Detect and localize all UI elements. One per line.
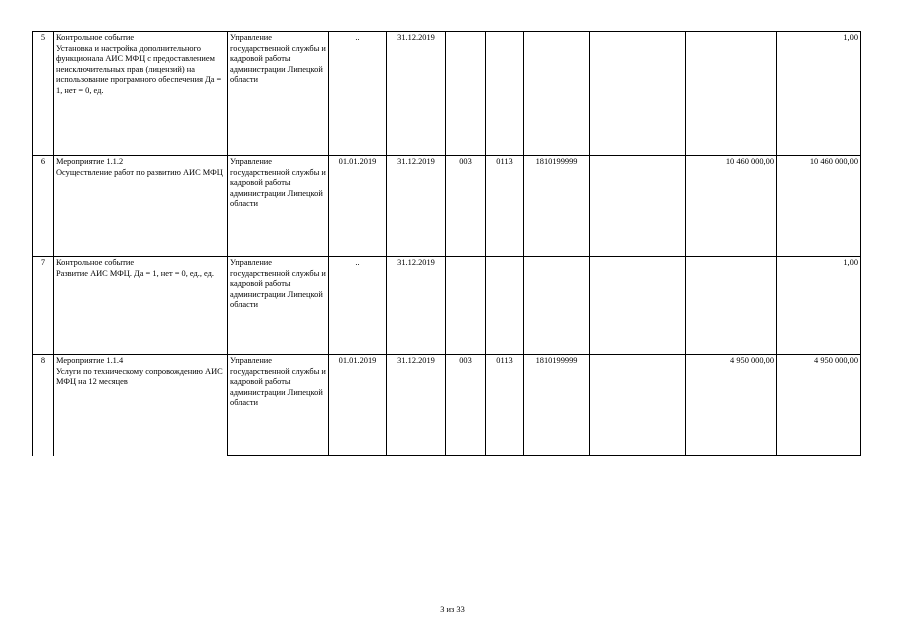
event-name: Мероприятие 1.1.2 Осуществление работ по развитию АИС МФЦ: [54, 156, 228, 257]
table-row: [33, 156, 861, 257]
amount-2: 1,00: [777, 257, 861, 355]
rz-code: 0113: [486, 156, 524, 257]
row-number: 8: [33, 355, 54, 456]
vr-code: [590, 257, 686, 355]
table-row: [33, 257, 861, 355]
amount-1: [686, 257, 777, 355]
table-row: [33, 32, 861, 156]
executor: Управление государственной службы и кадровой работы администрации Липецкой области: [228, 156, 329, 257]
grbs-code: [446, 257, 486, 355]
end-date: 31.12.2019: [387, 257, 446, 355]
end-date: 31.12.2019: [387, 32, 446, 156]
csr-code: [524, 257, 590, 355]
start-date: ..: [329, 257, 387, 355]
start-date: ..: [329, 32, 387, 156]
end-date: 31.12.2019: [387, 355, 446, 456]
page-number: 3 из 33: [440, 605, 465, 614]
vr-code: [590, 156, 686, 257]
row-number: 7: [33, 257, 54, 355]
rz-code: 0113: [486, 355, 524, 456]
table-row: [33, 355, 861, 456]
grbs-code: [446, 32, 486, 156]
executor: Управление государственной службы и кадровой работы администрации Липецкой области: [228, 257, 329, 355]
grbs-code: 003: [446, 156, 486, 257]
amount-2: 1,00: [777, 32, 861, 156]
row-number: 6: [33, 156, 54, 257]
amount-1: 10 460 000,00: [686, 156, 777, 257]
row-number: 5: [33, 32, 54, 156]
event-name: Контрольное событие Установка и настройка дополнительного функционала АИС МФЦ с предоставлением неисключительных прав (лицензий) на использование програмного обеспечения Да = 1, нет = 0, ед.: [54, 32, 228, 156]
amount-1: 4 950 000,00: [686, 355, 777, 456]
csr-code: [524, 32, 590, 156]
grbs-code: 003: [446, 355, 486, 456]
end-date: 31.12.2019: [387, 156, 446, 257]
amount-1: [686, 32, 777, 156]
amount-2: 4 950 000,00: [777, 355, 861, 456]
csr-code: 1810199999: [524, 355, 590, 456]
csr-code: 1810199999: [524, 156, 590, 257]
vr-code: [590, 32, 686, 156]
rz-code: [486, 257, 524, 355]
start-date: 01.01.2019: [329, 355, 387, 456]
event-name: Мероприятие 1.1.4 Услуги по техническому сопровождению АИС МФЦ на 12 месяцев: [54, 355, 228, 456]
event-name: Контрольное событие Развитие АИС МФЦ. Да = 1, нет = 0, ед., ед.: [54, 257, 228, 355]
amount-2: 10 460 000,00: [777, 156, 861, 257]
rz-code: [486, 32, 524, 156]
plan-table: [32, 31, 861, 456]
executor: Управление государственной службы и кадровой работы администрации Липецкой области: [228, 32, 329, 156]
vr-code: [590, 355, 686, 456]
start-date: 01.01.2019: [329, 156, 387, 257]
executor: Управление государственной службы и кадровой работы администрации Липецкой области: [228, 355, 329, 456]
